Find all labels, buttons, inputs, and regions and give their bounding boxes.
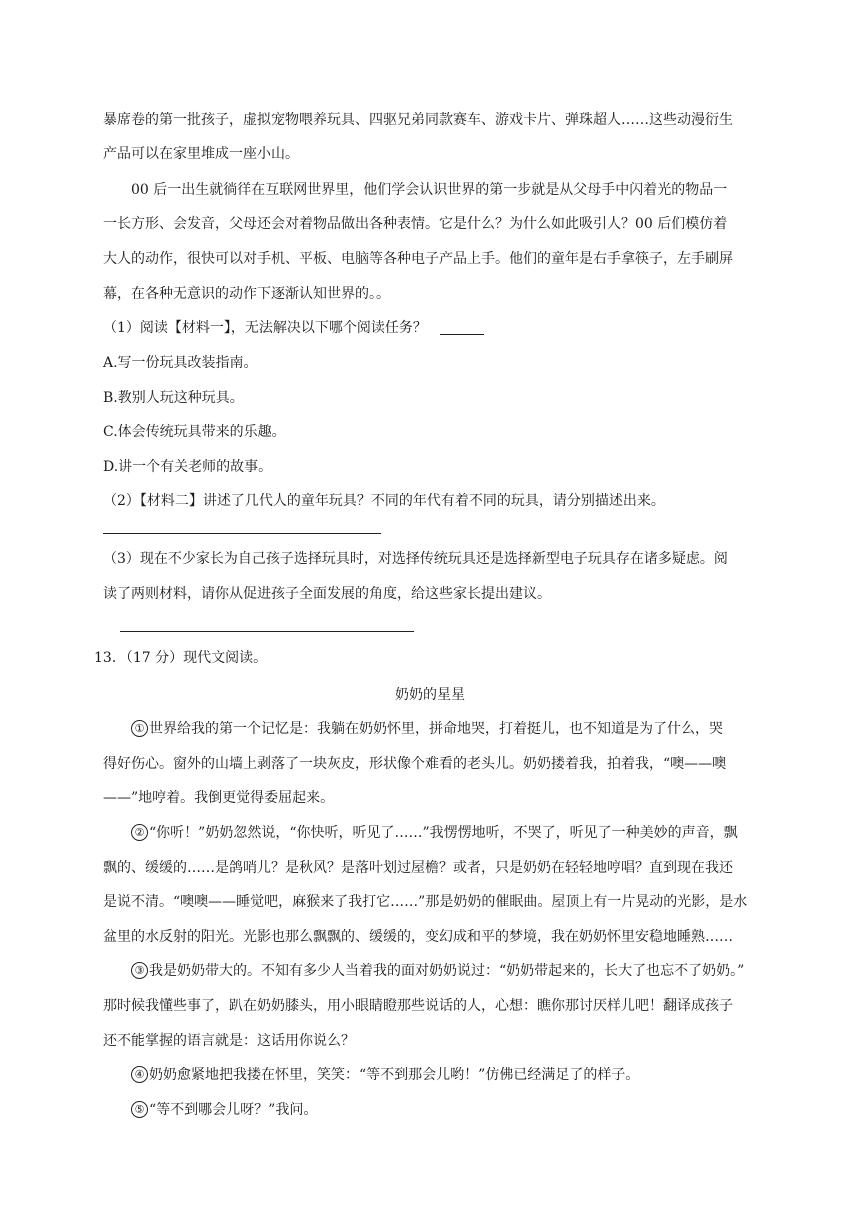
passage-para3-line3: 还不能掌握的语言就是：这话用你说么？ — [103, 1033, 355, 1049]
para-marker-2: ② — [131, 824, 148, 841]
material2-p1-line1: 暴席卷的第一批孩子，虚拟宠物喂养玩具、四驱兄弟同款赛车、游戏卡片、弹珠超人……这些动漫衍生 — [103, 112, 733, 128]
passage-para2-line4: 盆里的水反射的阳光。光影也那么飘飘的、缓缓的，变幻成和平的梦境，我在奶奶怀里安稳地睡熟…… — [103, 929, 733, 945]
option-c: C.体会传统玩具带来的乐趣。 — [103, 424, 286, 440]
option-d: D.讲一个有关老师的故事。 — [103, 459, 273, 475]
passage-para2-line3: 是说不清。“噢噢——睡觉吧，麻猴来了我打它……”那是奶奶的催眠曲。屋顶上有一片晃动的光影，是水 — [103, 894, 748, 910]
passage-title: 奶奶的星星 — [395, 687, 465, 703]
passage-para4-line1: ④ 奶奶愈紧地把我搂在怀里，笑笑：“等不到那会儿哟！”仿佛已经满足了的样子。 — [131, 1065, 639, 1085]
passage-para3-line2: 那时候我懂些事了，趴在奶奶膝头，用小眼睛瞪那些说话的人，心想：瞧你那讨厌样儿吧！翻译成孩子 — [103, 998, 733, 1014]
material2-p2-line1: 00 后一出生就徜徉在互联网世界里，他们学会认识世界的第一步就是从父母手中闪着光的物品一 — [131, 182, 728, 198]
passage-para2-line1: ② “你听！”奶奶忽然说，“你快听，听见了……”我愣愣地听，不哭了，听见了一种美妙的声音，飘 — [131, 823, 738, 843]
option-a: A.写一份玩具改装指南。 — [103, 355, 258, 371]
question-2-stem: （2）【材料二】讲述了几代人的童年玩具？不同的年代有着不同的玩具，请分别描述出来。 — [103, 493, 665, 509]
passage-para5-line1: ⑤ “等不到哪会儿呀？”我问。 — [131, 1100, 317, 1120]
material2-p2-line2: 一长方形、会发音，父母还会对着物品做出各种表情。它是什么？为什么如此吸引人？00 后们模仿着 — [103, 216, 728, 232]
para-marker-5: ⑤ — [131, 1101, 148, 1118]
option-b: B.教别人玩这种玩具。 — [103, 390, 244, 406]
question-1-answer-blank[interactable] — [440, 334, 484, 335]
passage-para1-line3: ——”地哼着。我倒更觉得委屈起来。 — [103, 790, 335, 806]
passage-para2-line2: 飘的、缓缓的……是鸽哨儿？是秋风？是落叶划过屋檐？或者，只是奶奶在轻轻地哼唱？直到现在我还 — [103, 860, 733, 876]
material2-p2-line4: 幕，在各种无意识的动作下逐渐认知世界的。。 — [103, 286, 390, 302]
material2-p2-line3: 大人的动作，很快可以对手机、平板、电脑等各种电子产品上手。他们的童年是右手拿筷子，左手刷屏 — [103, 251, 733, 267]
question-3-line2: 读了两则材料，请你从促进孩子全面发展的角度，给这些家长提出建议。 — [103, 586, 551, 602]
passage-para1-line1: ① 世界给我的第一个记忆是：我躺在奶奶怀里，拼命地哭，打着挺儿，也不知道是为了什么，哭 — [131, 719, 723, 739]
question-13-header: 13．（17 分）现代文阅读。 — [94, 650, 268, 666]
question-1-stem: （1）阅读【材料一】，无法解决以下哪个阅读任务？ — [103, 320, 427, 336]
passage-para1-line2: 得好伤心。窗外的山墙上剥落了一块灰皮，形状像个难看的老头儿。奶奶搂着我，拍着我，“噢——噢 — [103, 756, 727, 772]
material2-p1-line2: 产品可以在家里堆成一座小山。 — [103, 146, 299, 162]
para-marker-4: ④ — [131, 1066, 148, 1083]
question-2-answer-line[interactable] — [103, 533, 381, 534]
para-marker-1: ① — [131, 720, 148, 737]
question-3-line1: （3）现在不少家长为自己孩子选择玩具时，对选择传统玩具还是选择新型电子玩具存在诸多疑虑。阅 — [103, 551, 728, 567]
para-marker-3: ③ — [131, 962, 148, 979]
passage-para3-line1: ③ 我是奶奶带大的。不知有多少人当着我的面对奶奶说过：“奶奶带起来的，长大了也忘不了奶奶。” — [131, 961, 744, 981]
question-3-answer-line[interactable] — [120, 631, 414, 632]
